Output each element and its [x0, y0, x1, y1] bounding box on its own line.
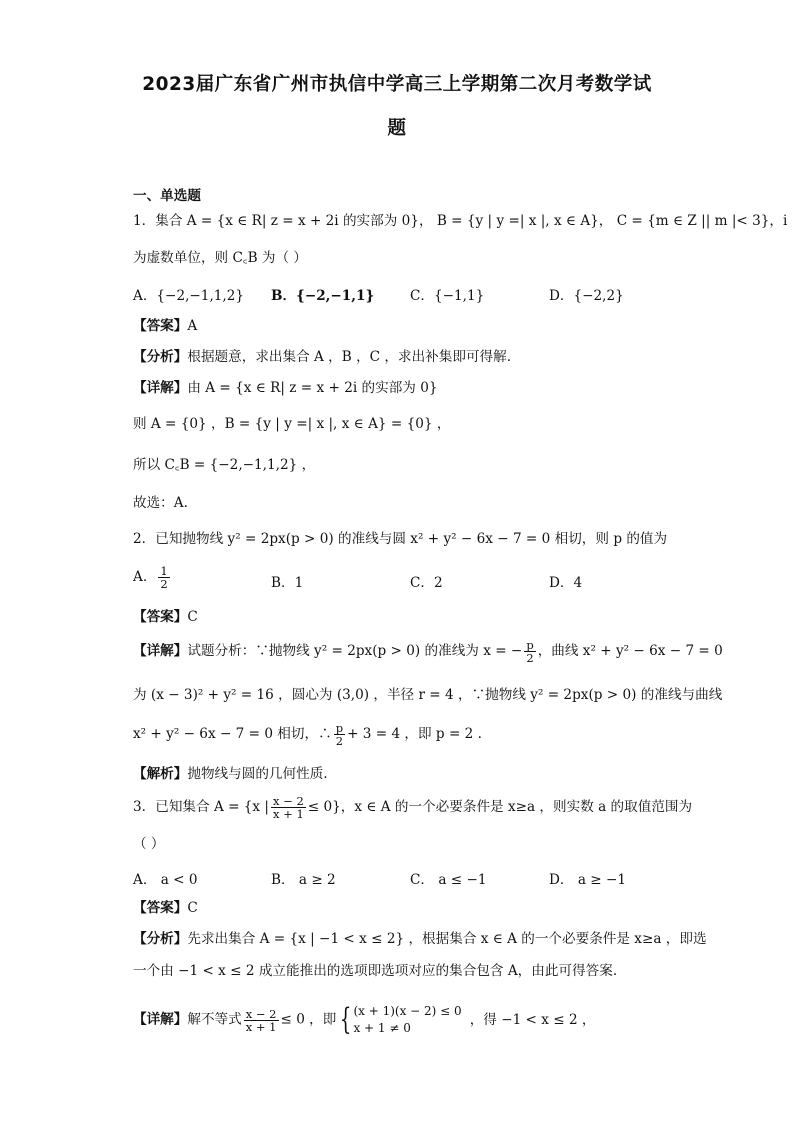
q3-detail-a: 解不等式 [187, 1011, 242, 1028]
q2-option-b: B．1 [271, 575, 304, 591]
q2-detail-line1-fraction [524, 639, 535, 664]
q3-analysis-line2: 一个由 −1 < x ≤ 2 成立能推出的选项即选项对应的集合包含 A，由此可得答案. [133, 963, 618, 979]
q1-analysis [133, 347, 511, 367]
q2-detail-line3-numerator: p [335, 721, 344, 735]
q2-answer-tag: 【答案】 [133, 609, 188, 625]
q3-stem-fraction [271, 795, 306, 820]
q2-detail-line1-b: ，曲线 x² + y² − 6x − 7 = 0 [537, 643, 723, 659]
q2-option-a [133, 565, 172, 590]
q3-option-d: D． a ≥ −1 [549, 872, 626, 888]
q1-analysis-tag: 【分析】 [133, 349, 188, 365]
q1-detail-line2: 则 A = {0} ，B = {y | y =| x |, x ∈ A} = {0} ， [133, 416, 451, 432]
q3-stem-line1 [133, 795, 692, 820]
q3-detail-denominator: x + 1 [245, 1019, 277, 1034]
q2-option-d: D．4 [549, 575, 583, 591]
q1-analysis-text: 根据题意，求出集合 A ，B ，C ，求出补集即可得解. [187, 349, 512, 365]
q3-detail-tag: 【详解】 [133, 1011, 188, 1028]
q2-answer-value: C [187, 609, 198, 625]
q2-detail-line1 [133, 639, 723, 664]
q3-analysis-tag: 【分析】 [133, 931, 188, 947]
q1-answer-tag: 【答案】 [133, 318, 188, 334]
q2-detail-line3-denominator: 2 [335, 734, 344, 748]
q1-stem-line2: 为虚数单位，则 C꜀B 为（ ） [133, 250, 307, 266]
q2-detail-line1-denominator: 2 [526, 651, 534, 665]
q3-analysis-text1: 先求出集合 A = {x | −1 < x ≤ 2} ，根据集合 x ∈ A 的一个必要条件是 x≥a ，即选 [187, 931, 707, 947]
q3-detail-c: ，得 −1 < x ≤ 2 ， [469, 1011, 596, 1028]
q3-stem-denominator: x + 1 [273, 807, 304, 821]
q3-inequality-system [353, 1003, 461, 1037]
q1-answer-value: A [187, 318, 198, 334]
q3-stem-line2: （ ） [133, 836, 165, 852]
q2-detail-line2: 为 (x − 3)² + y² = 16 ，圆心为 (3,0) ，半径 r = 4 ，∵抛物线 y² = 2px(p > 0) 的准线与曲线 [133, 687, 723, 703]
q2-explain-text: 抛物线与圆的几何性质. [187, 766, 328, 782]
q3-system-row2: x + 1 ≠ 0 [353, 1021, 411, 1035]
q1-option-a: A．{−2,−1,1,2} [133, 288, 245, 304]
q1-detail [133, 378, 438, 398]
q2-option-a-numerator: 1 [160, 564, 168, 578]
q3-option-b: B． a ≥ 2 [271, 872, 336, 888]
q3-detail-b: ≤ 0 ，即 [280, 1011, 337, 1028]
q2-option-a-fraction [158, 565, 169, 590]
q3-analysis-line1 [133, 929, 707, 949]
q3-answer-value: C [187, 900, 198, 916]
q3-detail [133, 1003, 596, 1037]
q3-detail-numerator: x − 2 [245, 1006, 277, 1021]
q2-detail-line3-b: + 3 = 4 ，即 p = 2 . [347, 726, 482, 742]
document-title-line1: 2023届广东省广州市执信中学高三上学期第二次月考数学试 [142, 74, 652, 95]
q3-stem-a: 3．已知集合 A = {x | [133, 799, 270, 815]
q2-detail-line1-numerator: p [526, 638, 534, 652]
q2-explain [133, 764, 328, 784]
q1-stem-line1: 1．集合 A = {x ∈ R| z = x + 2i 的实部为 0}， B = {y | y =| x |, x ∈ A}， C = {m ∈ Z || m |< 3}，i [133, 213, 788, 229]
q1-option-c: C．{−1,1} [410, 288, 485, 304]
q2-option-a-label: A． [133, 569, 157, 585]
q2-option-c: C．2 [410, 575, 443, 591]
q3-system-brace: { [340, 1002, 352, 1037]
section-heading: 一、单选题 [133, 188, 201, 204]
q3-detail-fraction [244, 1008, 279, 1033]
q3-stem-numerator: x − 2 [273, 794, 304, 808]
q2-explain-tag: 【解析】 [133, 766, 188, 782]
q3-answer-tag: 【答案】 [133, 900, 188, 916]
q3-answer [133, 898, 198, 918]
q2-detail-line1-a: 试题分析：∵抛物线 y² = 2px(p > 0) 的准线为 x = − [187, 643, 523, 659]
q2-answer [133, 607, 198, 627]
q3-system-row1: (x + 1)(x − 2) ≤ 0 [353, 1004, 462, 1018]
q1-detail-line1: 由 A = {x ∈ R| z = x + 2i 的实部为 0} [187, 380, 438, 396]
q1-detail-line4: 故选：A. [133, 495, 188, 511]
document-title-line2: 题 [387, 118, 407, 139]
q3-stem-b: ≤ 0}，x ∈ A 的一个必要条件是 x≥a ，则实数 a 的取值范围为 [307, 799, 693, 815]
q3-option-a: A． a < 0 [133, 872, 198, 888]
q2-stem: 2．已知抛物线 y² = 2px(p > 0) 的准线与圆 x² + y² − 6x − 7 = 0 相切，则 p 的值为 [133, 531, 668, 547]
q2-detail-tag: 【详解】 [133, 643, 188, 659]
q1-detail-line3: 所以 C꜀B = {−2,−1,1,2} ， [133, 457, 316, 473]
q1-option-b: B．{−2,−1,1} [271, 288, 375, 304]
q3-option-c: C． a ≤ −1 [410, 872, 487, 888]
q1-detail-tag: 【详解】 [133, 380, 188, 396]
q2-detail-line3 [133, 722, 482, 747]
q1-option-d: D．{−2,2} [549, 288, 624, 304]
q1-answer [133, 316, 197, 336]
q2-option-a-denominator: 2 [160, 577, 168, 591]
q2-detail-line3-fraction [334, 722, 345, 747]
q2-detail-line3-a: x² + y² − 6x − 7 = 0 相切，∴ [133, 726, 332, 742]
